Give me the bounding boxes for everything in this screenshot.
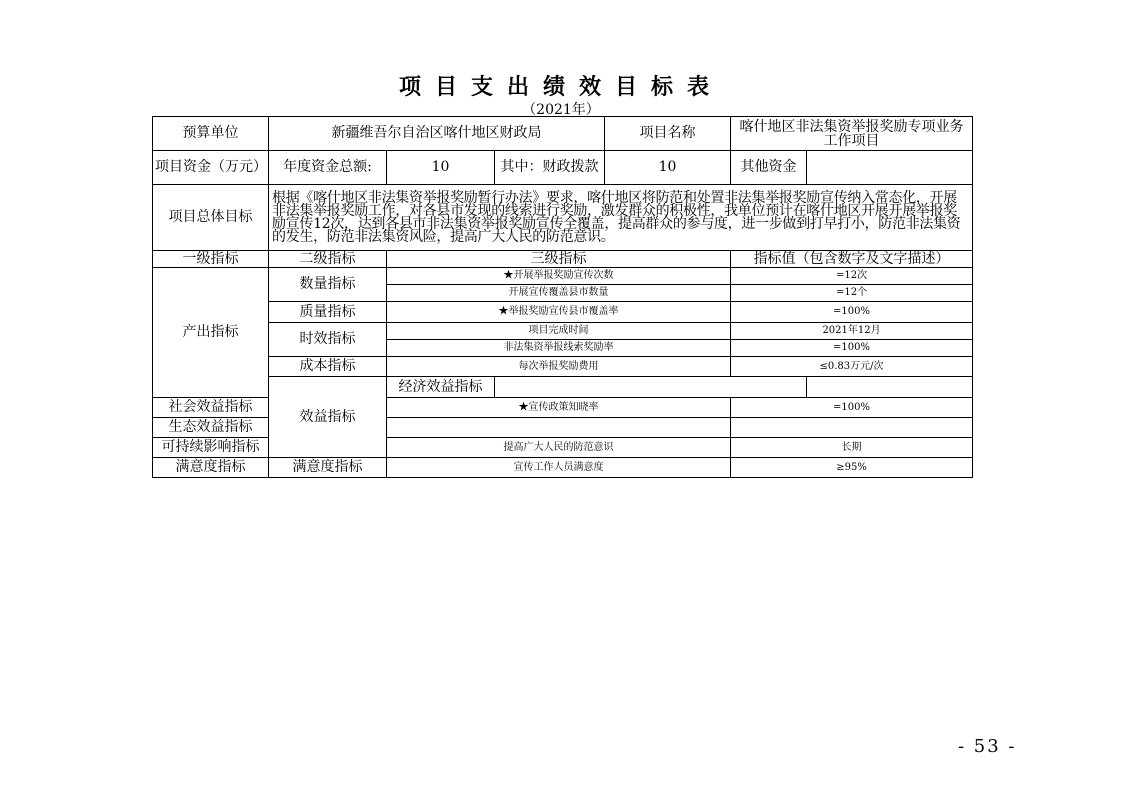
project-name-label: 项目名称 bbox=[605, 117, 731, 151]
indicator-value: =12次 bbox=[731, 268, 973, 285]
row-indicator-headers bbox=[153, 251, 973, 268]
cost-indicator-label: 成本指标 bbox=[269, 357, 387, 377]
page-title: 项目支出绩效目标表 bbox=[398, 75, 723, 100]
level1-header: 一级指标 bbox=[153, 251, 269, 268]
indicator-name: ★宣传政策知晓率 bbox=[387, 398, 731, 418]
fiscal-funds-label: 其中：财政拨款 bbox=[495, 151, 605, 185]
budget-unit-label: 预算单位 bbox=[153, 117, 269, 151]
indicator-value: 长期 bbox=[731, 438, 973, 458]
row-funds bbox=[153, 151, 973, 185]
funds-label: 项目资金（万元） bbox=[153, 151, 269, 185]
indicator-name: 提高广大人民的防范意识 bbox=[387, 438, 731, 458]
level2-header: 二级指标 bbox=[269, 251, 387, 268]
row-goal bbox=[153, 185, 973, 251]
indicator-value: =100% bbox=[731, 340, 973, 357]
social-indicator-label: 社会效益指标 bbox=[153, 398, 269, 418]
indicator-name: 开展宣传覆盖县市数量 bbox=[387, 285, 731, 302]
table-row bbox=[153, 268, 973, 285]
project-name-value: 喀什地区非法集资举报奖励专项业务工作项目 bbox=[731, 117, 973, 151]
indicator-value bbox=[807, 377, 973, 398]
table-row bbox=[153, 302, 973, 323]
table-row bbox=[153, 357, 973, 377]
indicator-name: 项目完成时间 bbox=[387, 323, 731, 340]
goal-label: 项目总体目标 bbox=[153, 185, 269, 251]
sustainable-indicator-label: 可持续影响指标 bbox=[153, 438, 269, 458]
indicator-value: =100% bbox=[731, 398, 973, 418]
other-funds-label: 其他资金 bbox=[731, 151, 807, 185]
goal-text: 根据《喀什地区非法集资举报奖励暂行办法》要求，喀什地区将防范和处置非法集举报奖励宣传纳入常态化，开展非法集举报奖励工作，对各县市发现的线索进行奖励，激发群众的积极性，我单位预计在喀什地区开展开展举报奖励宣传12次，达到各县市非法集资举报奖励宣传全覆盖，提高群众的参与度，进一步做到打早打小，防范非法集资的发生，防范非法集资风险，提高广大人民的防范意识。 bbox=[269, 185, 973, 251]
fiscal-funds-value: 10 bbox=[605, 151, 731, 185]
indicator-value: =12个 bbox=[731, 285, 973, 302]
quality-indicator-label: 质量指标 bbox=[269, 302, 387, 323]
indicator-value: 2021年12月 bbox=[731, 323, 973, 340]
indicator-name: 每次举报奖励费用 bbox=[387, 357, 731, 377]
table-row bbox=[153, 377, 973, 398]
economic-indicator-label: 经济效益指标 bbox=[387, 377, 495, 398]
timeliness-indicator-label: 时效指标 bbox=[269, 323, 387, 357]
table-row bbox=[153, 323, 973, 340]
indicator-name: ★举报奖励宣传县市覆盖率 bbox=[387, 302, 731, 323]
annual-total-value: 10 bbox=[387, 151, 495, 185]
indicator-name bbox=[387, 418, 731, 438]
satisfaction-indicator-label: 满意度指标 bbox=[153, 458, 269, 478]
table-row bbox=[153, 458, 973, 478]
performance-table bbox=[152, 116, 972, 478]
indicator-name: 宣传工作人员满意度 bbox=[387, 458, 731, 478]
benefit-indicator-label: 效益指标 bbox=[269, 377, 387, 458]
value-header: 指标值（包含数字及文字描述） bbox=[731, 251, 973, 268]
indicator-value bbox=[731, 418, 973, 438]
indicator-name: 非法集资举报线索奖励率 bbox=[387, 340, 731, 357]
level3-header: 三级指标 bbox=[387, 251, 731, 268]
output-indicator-label: 产出指标 bbox=[153, 268, 269, 398]
budget-unit-value: 新疆维吾尔自治区喀什地区财政局 bbox=[269, 117, 605, 151]
indicator-name bbox=[495, 377, 807, 398]
page-number: - 53 - bbox=[958, 736, 1017, 757]
quantity-indicator-label: 数量指标 bbox=[269, 268, 387, 302]
year-subtitle: （2021年） bbox=[522, 102, 600, 118]
ecological-indicator-label: 生态效益指标 bbox=[153, 418, 269, 438]
annual-total-label: 年度资金总额: bbox=[269, 151, 387, 185]
indicator-value: ≤0.83万元/次 bbox=[731, 357, 973, 377]
satisfaction-sub-label: 满意度指标 bbox=[269, 458, 387, 478]
row-budget-unit bbox=[153, 117, 973, 151]
indicator-value: ≥95% bbox=[731, 458, 973, 478]
other-funds-value bbox=[807, 151, 973, 185]
indicator-name: ★开展举报奖励宣传次数 bbox=[387, 268, 731, 285]
indicator-value: =100% bbox=[731, 302, 973, 323]
